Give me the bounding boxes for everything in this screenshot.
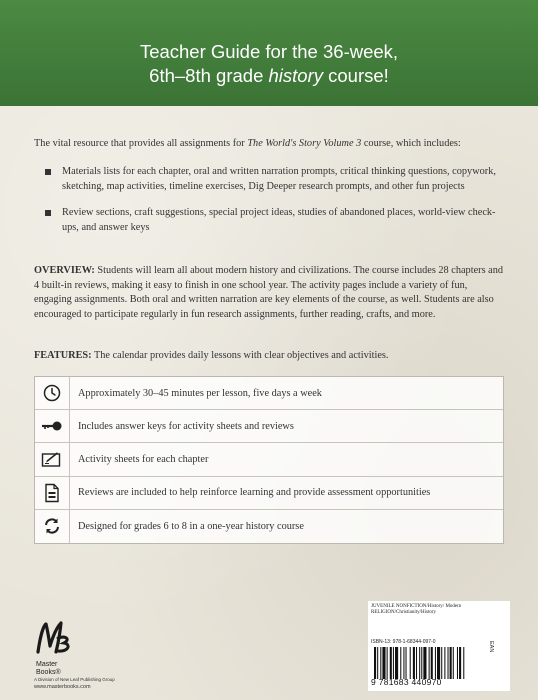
isbn-label: ISBN-13: 978-1-68344-097-0 (371, 639, 436, 645)
includes-list (34, 165, 504, 247)
publisher-name (36, 661, 61, 677)
feature-table (34, 376, 504, 544)
barcode-stripe (450, 647, 452, 679)
barcode-stripe (457, 647, 458, 679)
barcode-stripe (463, 647, 464, 679)
barcode-stripe (453, 647, 454, 679)
barcode-stripe (390, 647, 392, 679)
pencil-sheet-icon (35, 443, 70, 475)
headline-emphasis: history (268, 65, 323, 86)
features-label: FEATURES: (34, 350, 92, 361)
barcode-panel (368, 601, 510, 691)
headline-line-2-start: 6th–8th grade (149, 65, 269, 86)
feature-row (35, 410, 503, 443)
feature-text (78, 410, 294, 442)
key-icon (35, 410, 70, 442)
feature-text (78, 477, 430, 509)
barcode-stripe (421, 647, 422, 679)
barcode-stripe (374, 647, 376, 679)
barcode-stripe (448, 647, 449, 679)
publisher-name-line-1: Master (36, 661, 58, 668)
feature-label: Designed for grades 6 to 8 in a one-year history course (78, 520, 304, 532)
list-item: Materials lists for each chapter, oral and written narration prompts, critical thinking questions, copywork, sketching, map activities, timeline exercises, Dig Deeper research prompts, and other fun projects (34, 165, 504, 194)
feature-text (78, 443, 208, 475)
feature-row (35, 477, 503, 510)
feature-row (35, 377, 503, 410)
feature-row (35, 443, 503, 476)
overview-text: Students will learn all about modern history and civilizations. The course includes 28 chapters and 4 built-in reviews, making it easy to finish in one school year. The activity pages include a variety of fun, engaging assignments. Both oral and written narration are key elements of the course, as well. Students are also encouraged to participate regularly in fun research assignments, further reading, crafts, and more. (34, 265, 504, 320)
barcode-number: 9 781683 440970 (371, 677, 442, 687)
barcode-stripe (387, 647, 388, 679)
barcode-stripe (410, 647, 411, 679)
headline-line-1: Teacher Guide for the 36-week, (139, 41, 399, 62)
feature-row (35, 510, 503, 543)
barcode-stripe (400, 647, 401, 679)
barcode-stripe (416, 647, 417, 679)
intro-paragraph (34, 137, 504, 151)
publisher-url: www.masterbooks.com (34, 684, 91, 690)
barcode-stripe (403, 647, 404, 679)
publisher-name-line-2: Books® (36, 669, 61, 676)
publisher-tagline: A Division of New Leaf Publishing Group (34, 677, 115, 682)
barcode-stripe (429, 647, 430, 679)
course-title: The World's Story Volume 3 (247, 138, 362, 149)
barcode-stripe (441, 647, 442, 679)
barcode-stripe (419, 647, 420, 679)
barcode-stripe (437, 647, 440, 679)
barcode-stripe (395, 647, 398, 679)
feature-text (78, 377, 322, 409)
feature-label: Activity sheets for each chapter (78, 453, 209, 465)
barcode-stripe (444, 647, 445, 679)
barcode-stripe (382, 647, 385, 679)
features-paragraph (34, 349, 504, 363)
feature-label: Approximately 30–45 minutes per lesson, five days a week (78, 387, 322, 399)
overview-paragraph (34, 264, 504, 322)
barcode-stripe (435, 647, 436, 679)
features-text: The calendar provides daily lessons with clear objectives and activities. (91, 350, 389, 361)
barcode-stripe (377, 647, 378, 679)
list-item: Review sections, craft suggestions, special project ideas, studies of abandoned places, world-view check-ups, and answer keys (34, 206, 504, 235)
subject-categories: JUVENILE NONFICTION/History/ Modern RELIGION/Christianity/History (371, 604, 462, 616)
publisher-monogram (34, 618, 74, 662)
headline-line-2-end: course! (323, 65, 389, 86)
title-banner (0, 0, 538, 106)
publisher-logo (34, 618, 115, 690)
clock-icon (35, 377, 70, 409)
barcode-stripe (423, 647, 426, 679)
intro-text-start: The vital resource that provides all assignments for (34, 138, 248, 149)
feature-label: Includes answer keys for activity sheets and reviews (78, 420, 294, 432)
barcode-stripe (459, 647, 461, 679)
feature-label: Reviews are included to help reinforce learning and provide assessment opportunities (78, 487, 431, 499)
intro-text-end: course, which includes: (361, 138, 461, 149)
barcode-stripe (406, 647, 407, 679)
cover-headline (0, 40, 538, 88)
barcode-icon (374, 647, 490, 679)
feature-text (78, 510, 304, 543)
barcode-stripe (393, 647, 394, 679)
cycle-arrows-icon (35, 510, 70, 543)
barcode-stripe (431, 647, 433, 679)
barcode-stripe (380, 647, 381, 679)
overview-label: OVERVIEW: (34, 265, 95, 276)
barcode-stripe (413, 647, 415, 679)
document-icon (35, 477, 70, 509)
ean-label: EAN (488, 641, 494, 653)
